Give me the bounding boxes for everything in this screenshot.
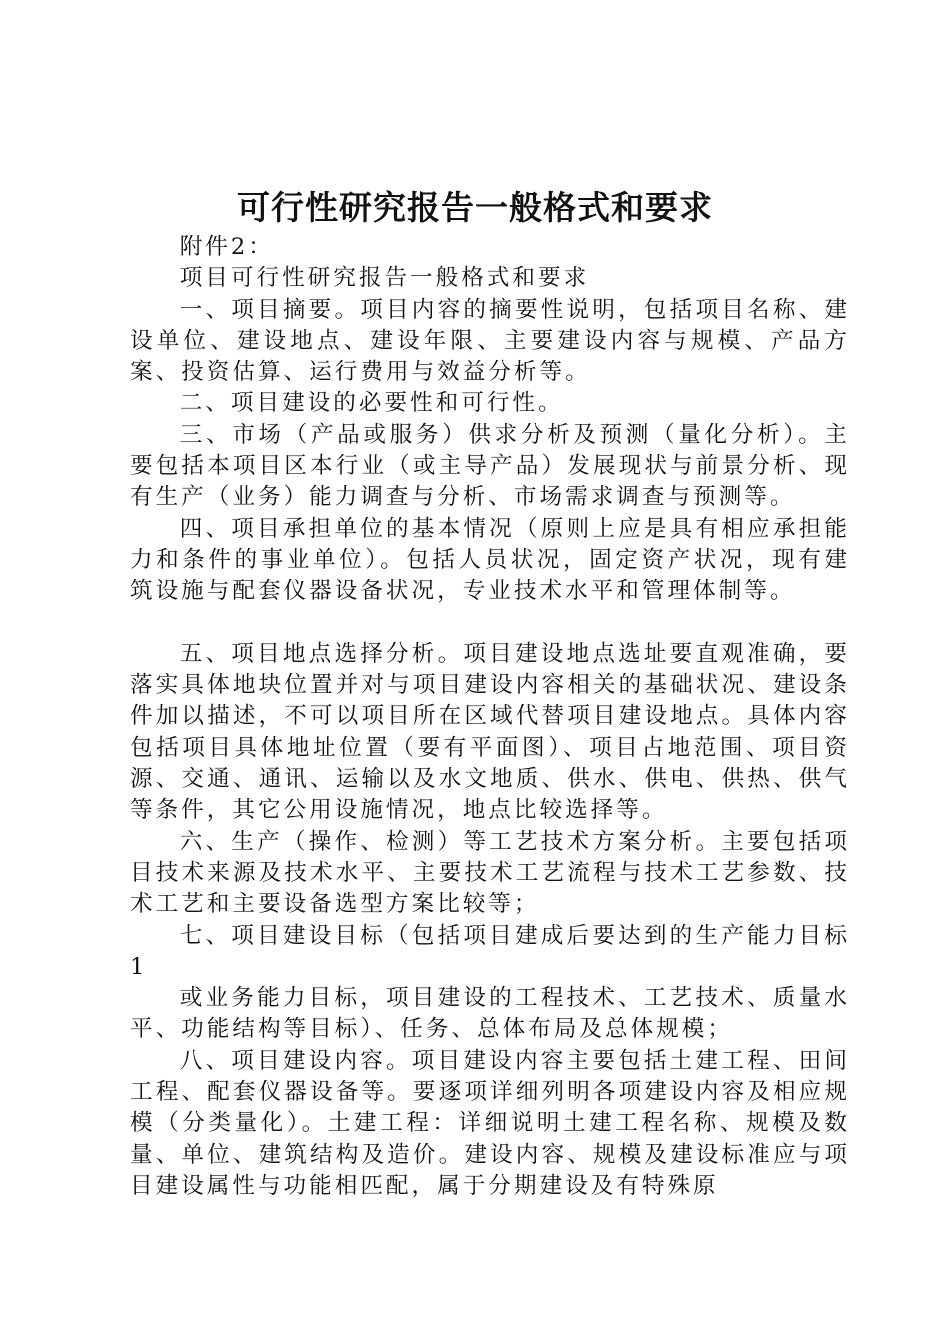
section-1-summary: 一、项目摘要。项目内容的摘要性说明，包括项目名称、建设单位、建设地点、建设年限、主要建设内容与规模、产品方案、投资估算、运行费用与效益分析等。: [130, 296, 850, 386]
section-5-location: 五、项目地点选择分析。项目建设地点选址要直观准确，要落实具体地块位置并对与项目建设内容相关的基础状况、建设条件加以描述，不可以项目所在区域代替项目建设地点。具体内容包括项目具体地址位置（要有平面图）、项目占地范围、项目资源、交通、通讯、运输以及水文地质、供水、供电、供热、供气等条件，其它公用设施情况，地点比较选择等。: [130, 640, 850, 824]
section-2-necessity: 二、项目建设的必要性和可行性。: [179, 390, 564, 417]
section-7-goals: 七、项目建设目标（包括项目建成后要达到的生产能力目标1: [130, 922, 850, 980]
section-6-technology: 六、生产（操作、检测）等工艺技术方案分析。主要包括项目技术来源及技术水平、主要技术工艺流程与技术工艺参数、技术工艺和主要设备选型方案比较等；: [130, 828, 850, 918]
document-body: [130, 232, 850, 1202]
document-title: 可行性研究报告一般格式和要求: [237, 188, 713, 227]
section-8-content: 八、项目建设内容。项目建设内容主要包括土建工程、田间工程、配套仪器设备等。要逐项详细列明各项建设内容及相应规模（分类量化）。土建工程：详细说明土建工程名称、规模及数量、单位、建筑结构及造价。建设内容、规模及建设标准应与项目建设属性与功能相匹配，属于分期建设及有特殊原: [130, 1047, 850, 1199]
attachment-label: 附件2：: [179, 234, 274, 260]
section-4-unit: 四、项目承担单位的基本情况（原则上应是具有相应承担能力和条件的事业单位）。包括人员状况，固定资产状况，现有建筑设施与配套仪器设备状况，专业技术水平和管理体制等。: [130, 515, 850, 605]
section-3-market: 三、市场（产品或服务）供求分析及预测（量化分析）。主要包括本项目区本行业（或主导产品）发展现状与前景分析、现有生产（业务）能力调查与分析、市场需求调查与预测等。: [130, 421, 850, 511]
section-7-goals-continued: 或业务能力目标，项目建设的工程技术、工艺技术、质量水平、功能结构等目标）、任务、总体布局及总体规模；: [130, 985, 850, 1043]
subtitle: 项目可行性研究报告一般格式和要求: [179, 265, 590, 292]
